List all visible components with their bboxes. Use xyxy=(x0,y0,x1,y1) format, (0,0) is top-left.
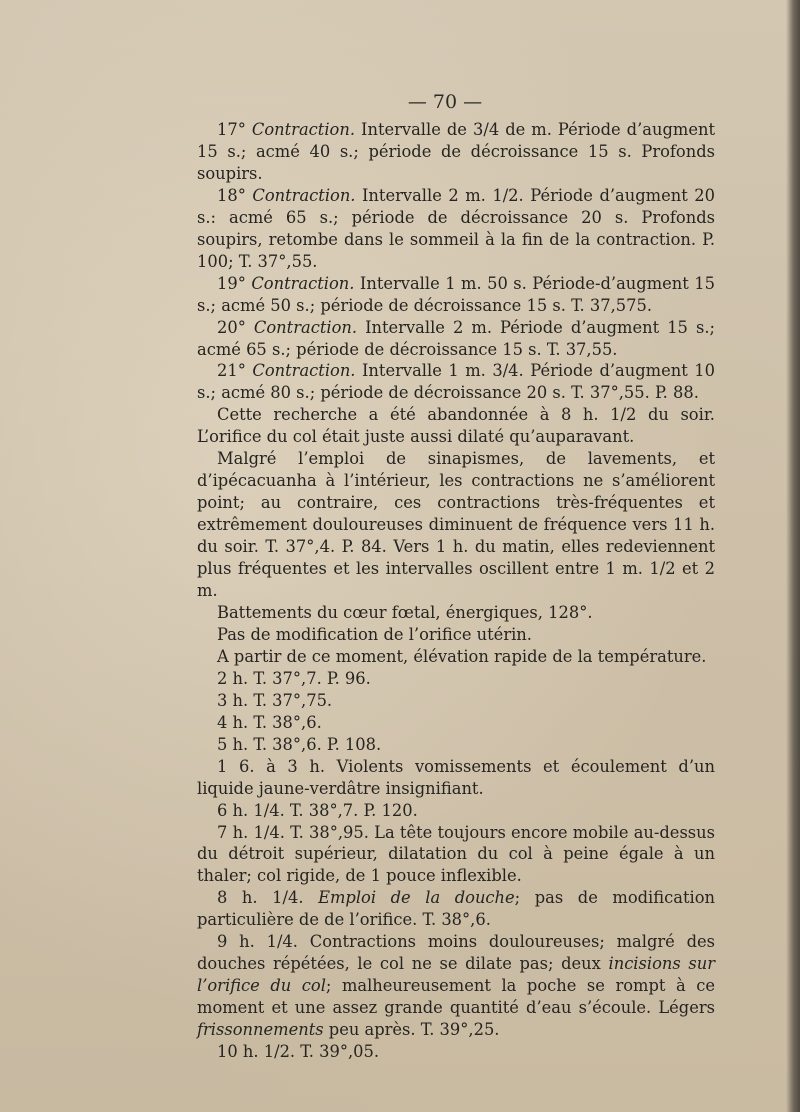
text-run: 1 6. à 3 h. Violents vomissements et écoulement d’un liquide jaune-verdâtre insignifiant. xyxy=(197,756,715,798)
text-run: 5 h. T. 38°,6. P. 108. xyxy=(217,734,382,754)
text-run: ; malheureusement la poche se rompt à ce moment et une assez grande quantité d’eau s’écoule. Légers xyxy=(197,976,715,1018)
text-run: 9 h. 1/4. Contractions moins douloureuses; malgré des douches répétées, le col ne se dilate pas; deux xyxy=(197,932,715,974)
paragraph xyxy=(197,317,715,361)
italic-run: Contraction. xyxy=(251,120,355,139)
page-number: — 70 — xyxy=(407,91,483,113)
text-run: 17° xyxy=(217,120,252,139)
text-run: 19° xyxy=(217,273,252,293)
paragraph xyxy=(197,404,715,448)
text-run: 20° xyxy=(217,317,254,337)
text-run: peu après. T. 39°,25. xyxy=(323,1020,500,1040)
paragraph xyxy=(197,800,715,822)
paragraph xyxy=(197,690,715,712)
page-edge-shadow xyxy=(786,0,800,1112)
text-run: Intervalle 1 m. 3/4. Période d’augment 10 s.; acmé 80 s.; période de décroissance 20 s. T. 37°,55. P. 88. xyxy=(197,361,715,403)
paragraph xyxy=(197,360,715,404)
body-text xyxy=(197,119,715,1063)
paragraph xyxy=(197,734,715,756)
text-run: 21° xyxy=(217,361,253,381)
text-run: A partir de ce moment, élévation rapide de la température. xyxy=(217,646,707,666)
italic-run: Contraction. xyxy=(251,273,355,293)
italic-run: Contraction. xyxy=(253,317,358,337)
text-run: Intervalle 2 m. Période d’augment 15 s.; acmé 65 s.; période de décroissance 15 s. T. 37,55. xyxy=(197,317,715,359)
paragraph xyxy=(197,448,715,602)
text-run: 8 h. 1/4. xyxy=(217,888,319,908)
paragraph xyxy=(197,646,715,668)
paragraph xyxy=(197,1041,715,1063)
paragraph xyxy=(197,712,715,734)
text-run: Intervalle 1 m. 50 s. Période-d’augment 15 s.; acmé 50 s.; période de décroissance 15 s. T. 37,575. xyxy=(197,273,715,315)
text-run: 6 h. 1/4. T. 38°,7. P. 120. xyxy=(217,800,418,820)
text-run: Cette recherche a été abandonnée à 8 h. 1/2 du soir. L’orifice du col était juste aussi dilaté qu’auparavant. xyxy=(197,405,715,447)
text-run: 3 h. T. 37°,75. xyxy=(217,690,333,710)
paragraph xyxy=(197,119,715,185)
italic-run: Contraction. xyxy=(252,185,356,205)
text-run: Pas de modification de l’orifice utérin. xyxy=(217,624,532,644)
text-run: ; pas de modification particulière de de l’orifice. T. 38°,6. xyxy=(197,888,715,930)
paragraph xyxy=(197,273,715,317)
text-run: Intervalle de 3/4 de m. Période d’augment 15 s.; acmé 40 s.; période de décroissance 15 s. Profonds soupirs. xyxy=(197,120,715,183)
paragraph xyxy=(197,822,715,888)
paragraph xyxy=(197,887,715,931)
text-run: 4 h. T. 38°,6. xyxy=(217,712,322,732)
paragraph xyxy=(197,756,715,800)
text-run: Intervalle 2 m. 1/2. Période d’augment 20 s.: acmé 65 s.; période de décroissance 20 s. Profonds soupirs, retombe dans le sommeil à la fin de la contraction. P. 100; T. 37°,55. xyxy=(197,185,715,271)
italic-run: incisions sur l’orifice du col xyxy=(197,954,716,996)
paragraph xyxy=(197,624,715,646)
italic-run: frissonnements xyxy=(197,1020,324,1040)
italic-run: Emploi de la douche xyxy=(318,888,515,908)
text-run: 18° xyxy=(217,185,253,205)
text-run: 2 h. T. 37°,7. P. 96. xyxy=(217,668,371,688)
text-run: 10 h. 1/2. T. 39°,05. xyxy=(217,1042,380,1062)
italic-run: Contraction. xyxy=(252,361,356,381)
paragraph xyxy=(197,931,715,1041)
paragraph xyxy=(197,668,715,690)
text-run: Malgré l’emploi de sinapismes, de lavements, et d’ipécacuanha à l’intérieur, les contractions ne s’améliorent point; au contraire, ces contractions très-fréquentes et extrêmement douloureuses diminuent de fréquence vers 11 h. du soir. T. 37°,4. P. 84. Vers 1 h. du matin, elles redeviennent plus fréquentes et les intervalles oscillent entre 1 m. 1/2 et 2 m. xyxy=(197,449,715,601)
text-run: Battements du cœur fœtal, énergiques, 128°. xyxy=(217,602,593,622)
text-run: 7 h. 1/4. T. 38°,95. La tête toujours encore mobile au-dessus du détroit supérieur, dilatation du col à peine égale à un thaler; col rigide, de 1 pouce inflexible. xyxy=(197,822,715,886)
paragraph xyxy=(197,602,715,624)
paragraph xyxy=(197,185,715,273)
